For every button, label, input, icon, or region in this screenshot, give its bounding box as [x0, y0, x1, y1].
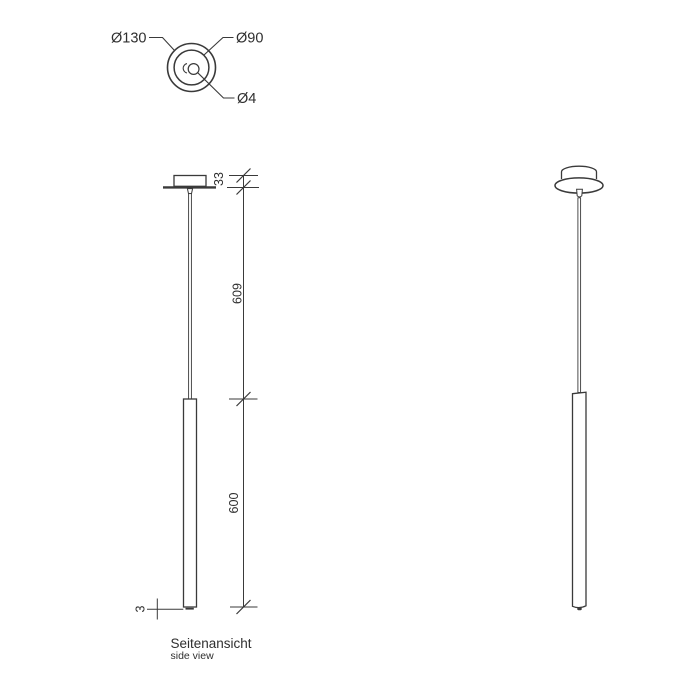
cable-gland [187, 189, 192, 194]
canopy-body [174, 176, 206, 187]
perspective-view [555, 166, 603, 610]
perspective-cable-gland [577, 189, 583, 197]
label-mid-diameter: Ø90 [236, 30, 264, 47]
pendant-tube [184, 399, 197, 607]
perspective-suspension-cable [578, 198, 581, 393]
dim-tube-length: 600 [227, 492, 241, 514]
leader-hole-diameter [197, 72, 234, 98]
leader-mid-diameter [204, 38, 234, 56]
perspective-tube-end-cap [577, 608, 582, 611]
caption-seitenansicht: Seitenansicht [170, 636, 252, 651]
leader-outer-diameter [149, 38, 175, 51]
perspective-pendant-tube [573, 392, 587, 607]
side-view [134, 169, 260, 662]
dim-canopy-height: 33 [212, 172, 226, 186]
label-hole-diameter: Ø4 [237, 91, 257, 107]
top-view-inner-arc [183, 64, 187, 73]
dim-cap-thickness: 3 [133, 605, 148, 613]
top-view-mid-circle [174, 50, 209, 85]
caption-side-view: side view [170, 649, 214, 662]
perspective-canopy-body [562, 166, 597, 179]
label-outer-diameter: Ø130 [111, 30, 147, 47]
top-view [111, 31, 263, 108]
dim-cable-length: 609 [230, 283, 245, 304]
suspension-cable [189, 194, 192, 399]
